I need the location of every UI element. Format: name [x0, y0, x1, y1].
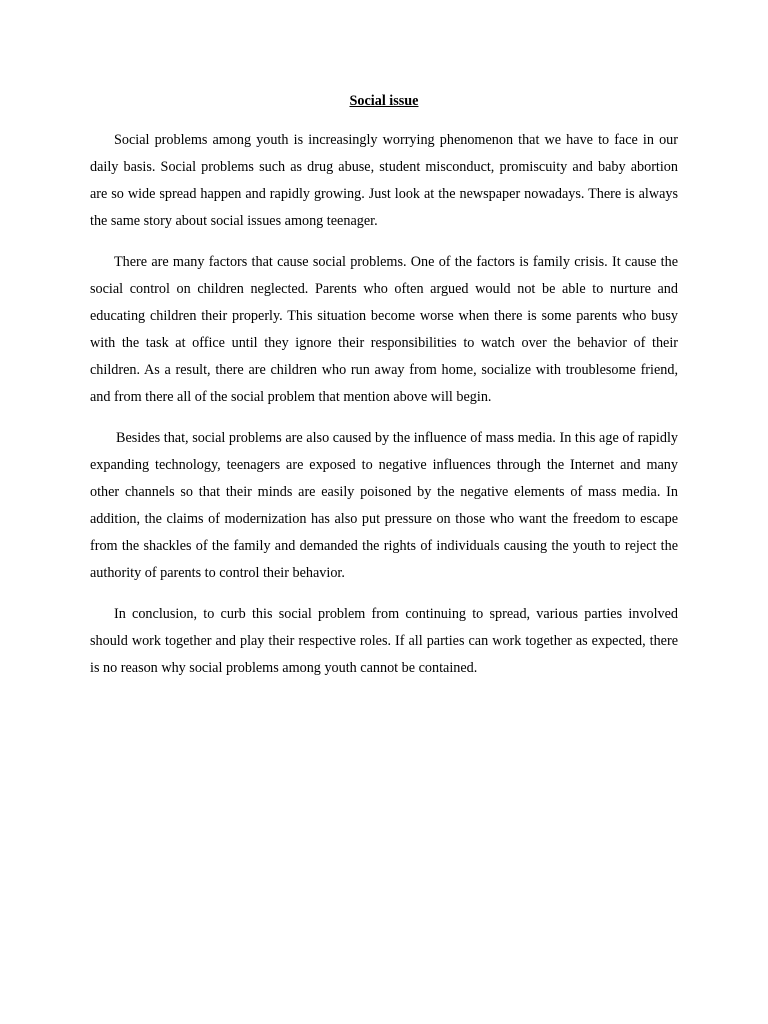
paragraph-mass-media: Besides that, social problems are also caused by the influence of mass media. In this age of rapidly expanding technology, teenagers are exposed to negative influences through the Internet and many other channels so that their minds are easily poisoned by the negative elements of mass media. In addition, the claims of modernization has also put pressure on those who want the freedom to escape from the shackles of the family and demanded the rights of individuals causing the youth to reject the authority of parents to control their behavior. — [90, 430, 678, 581]
paragraph-introduction: Social problems among youth is increasingly worrying phenomenon that we have to face in our daily basis. Social problems such as drug abuse, student misconduct, promiscuity and baby abortion are so wide spread happen and rapidly growing. Just look at the newspaper nowadays. There is always the same story about social issues among teenager. — [90, 132, 678, 229]
paragraph-family-factors: There are many factors that cause social problems. One of the factors is family crisis. It cause the social control on children neglected. Parents who often argued would not be able to nurture and educating children their properly. This situation become worse when there is some parents who busy with the task at office until they ignore their responsibilities to watch over the behavior of their children. As a result, there are children who run away from home, socialize with troublesome friend, and from there all of the social problem that mention above will begin. — [90, 254, 678, 405]
document-title: Social issue — [349, 93, 419, 109]
paragraph-conclusion: In conclusion, to curb this social problem from continuing to spread, various parties involved should work together and play their respective roles. If all parties can work together as expected, there is no reason why social problems among youth cannot be contained. — [90, 606, 678, 676]
document-body — [90, 91, 678, 696]
